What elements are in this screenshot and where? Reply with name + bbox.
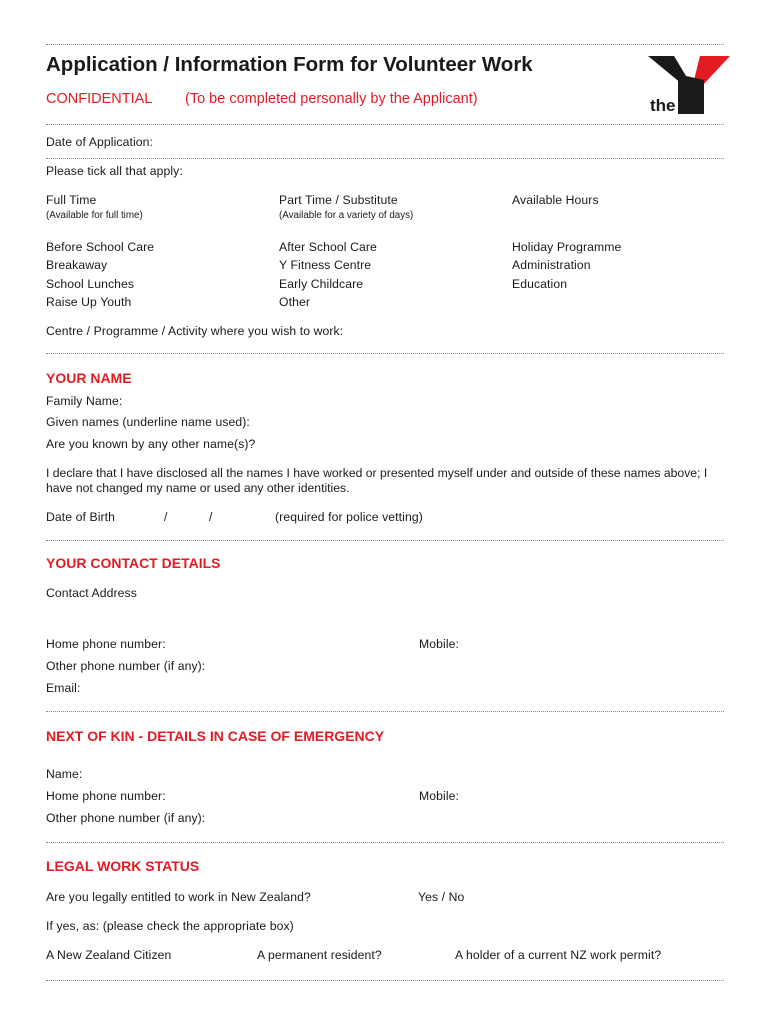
option-after-school-care[interactable]: After School Care bbox=[279, 240, 377, 254]
yes-no-option[interactable]: Yes / No bbox=[418, 890, 465, 904]
option-permanent-resident[interactable]: A permanent resident? bbox=[257, 948, 382, 962]
date-of-application-label: Date of Application: bbox=[46, 135, 154, 149]
option-holiday-programme[interactable]: Holiday Programme bbox=[512, 240, 622, 254]
other-phone-label: Other phone number (if any): bbox=[46, 659, 206, 673]
family-name-label: Family Name: bbox=[46, 394, 123, 408]
centre-label: Centre / Programme / Activity where you wish to work: bbox=[46, 324, 344, 338]
option-work-permit[interactable]: A holder of a current NZ work permit? bbox=[455, 948, 662, 962]
rule-date bbox=[46, 158, 724, 159]
rule-header bbox=[46, 124, 724, 125]
option-early-childcare[interactable]: Early Childcare bbox=[279, 277, 364, 291]
rule-kin bbox=[46, 842, 724, 843]
option-y-fitness-centre[interactable]: Y Fitness Centre bbox=[279, 258, 372, 272]
option-breakaway[interactable]: Breakaway bbox=[46, 258, 108, 272]
tick-instruction: Please tick all that apply: bbox=[46, 164, 183, 178]
option-raise-up-youth[interactable]: Raise Up Youth bbox=[46, 295, 132, 309]
option-education[interactable]: Education bbox=[512, 277, 568, 291]
dob-separator: / bbox=[164, 510, 168, 524]
rule-bottom bbox=[46, 980, 724, 981]
dob-note: (required for police vetting) bbox=[275, 510, 423, 524]
date-of-birth-label: Date of Birth bbox=[46, 510, 116, 524]
given-names-label: Given names (underline name used): bbox=[46, 415, 250, 429]
kin-mobile-label: Mobile: bbox=[419, 789, 459, 803]
logo-text: the bbox=[650, 96, 676, 115]
mobile-label: Mobile: bbox=[419, 637, 459, 651]
other-names-label: Are you known by any other name(s)? bbox=[46, 437, 256, 451]
next-of-kin-heading: NEXT OF KIN - DETAILS IN CASE OF EMERGENCY bbox=[46, 728, 385, 744]
your-name-heading: YOUR NAME bbox=[46, 370, 132, 386]
option-full-time[interactable]: Full Time bbox=[46, 193, 97, 207]
kin-home-phone-label: Home phone number: bbox=[46, 789, 166, 803]
option-other[interactable]: Other bbox=[279, 295, 310, 309]
kin-name-label: Name: bbox=[46, 767, 83, 781]
home-phone-label: Home phone number: bbox=[46, 637, 166, 651]
part-time-note: (Available for a variety of days) bbox=[279, 210, 414, 221]
option-part-time[interactable]: Part Time / Substitute bbox=[279, 193, 398, 207]
option-administration[interactable]: Administration bbox=[512, 258, 591, 272]
option-available-hours[interactable]: Available Hours bbox=[512, 193, 599, 207]
email-label: Email: bbox=[46, 681, 81, 695]
if-yes-label: If yes, as: (please check the appropriate box) bbox=[46, 919, 294, 933]
option-nz-citizen[interactable]: A New Zealand Citizen bbox=[46, 948, 172, 962]
rule-centre bbox=[46, 353, 724, 354]
contact-address-label: Contact Address bbox=[46, 586, 137, 600]
full-time-note: (Available for full time) bbox=[46, 210, 143, 221]
rule-contact bbox=[46, 711, 724, 712]
top-rule bbox=[46, 44, 724, 45]
kin-other-phone-label: Other phone number (if any): bbox=[46, 811, 206, 825]
ymca-logo bbox=[648, 54, 732, 116]
legal-heading: LEGAL WORK STATUS bbox=[46, 858, 200, 874]
instruction-label: (To be completed personally by the Applicant) bbox=[185, 91, 478, 107]
declaration-text: I declare that I have disclosed all the names I have worked or presented myself under and outside of these names above; I have not changed my name or used any other identities. bbox=[46, 466, 708, 495]
dob-separator: / bbox=[209, 510, 213, 524]
rule-name bbox=[46, 540, 724, 541]
option-before-school-care[interactable]: Before School Care bbox=[46, 240, 155, 254]
entitled-label: Are you legally entitled to work in New Zealand? bbox=[46, 890, 311, 904]
option-school-lunches[interactable]: School Lunches bbox=[46, 277, 135, 291]
page-title: Application / Information Form for Volunteer Work bbox=[46, 53, 533, 76]
contact-heading: YOUR CONTACT DETAILS bbox=[46, 555, 221, 571]
confidential-label: CONFIDENTIAL bbox=[46, 91, 153, 107]
